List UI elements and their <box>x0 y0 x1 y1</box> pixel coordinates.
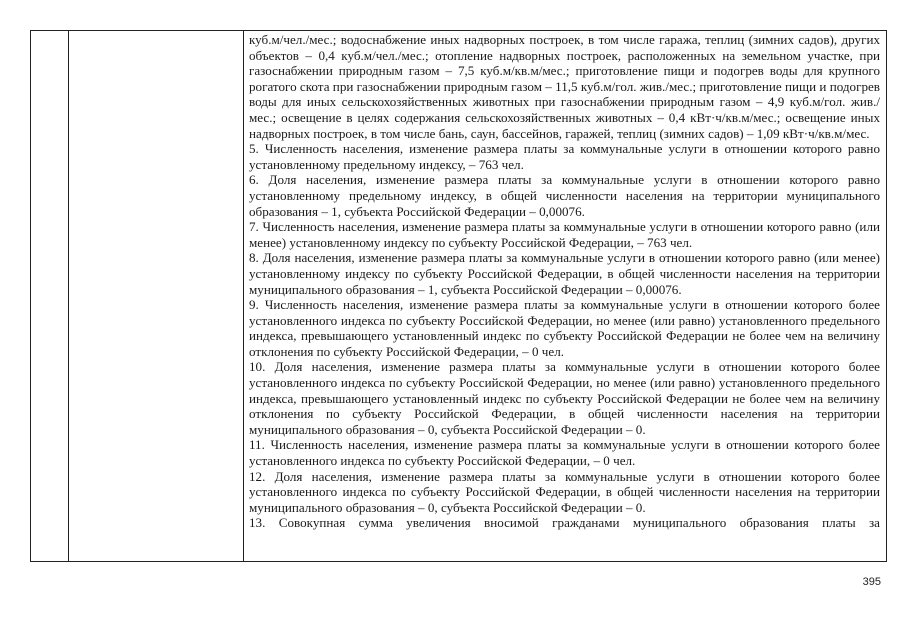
column-divider <box>243 31 244 561</box>
paragraph-item-13: 13. Совокупная сумма увеличения вносимой гражданами муниципального образования платы за <box>249 515 880 531</box>
table-frame <box>30 30 887 562</box>
paragraph-item-9: 9. Численность населения, изменение размера платы за коммунальные услуги в отношении которого более установленного индекса по субъекту Российской Федерации, но менее (или равно) установленного предельного индекса, превышающего установленный индекс по субъекту Российской Федерации не более чем на величину отклонения по субъекту Российской Федерации, – 0 чел. <box>249 297 880 359</box>
paragraph-item-12: 12. Доля населения, изменение размера платы за коммунальные услуги в отношении которого более установленного индекса по субъекту Российской Федерации, в общей численности населения на территории муниципального образования – 0, субъекта Российской Федерации – 0. <box>249 468 880 515</box>
paragraph-item-8: 8. Доля населения, изменение размера платы за коммунальные услуги в отношении которого равно (или менее) установленному индексу по субъекту Российской Федерации, в общей численности населения на территории муниципального образования – 1, субъекта Российской Федерации – 0,00076. <box>249 250 880 297</box>
paragraph-item-10: 10. Доля населения, изменение размера платы за коммунальные услуги в отношении которого более установленного индекса по субъекту Российской Федерации, но менее (или равно) установленного предельного индекса, превышающего установленный индекс по субъекту Российской Федерации не более чем на величину отклонения по субъекту Российской Федерации, в общей численности населения на территории муниципального образования – 0, субъекта Российской Федерации – 0. <box>249 359 880 437</box>
paragraph-continuation: куб.м/чел./мес.; водоснабжение иных надворных построек, в том числе гаража, теплиц (зимних садов), других объектов – 0,4 куб.м/чел./мес.; отопление надворных построек, расположенных на земельном участке, при газоснабжении природным газом – 7,5 куб.м/кв.м/мес.; приготовление пищи и подогрев воды для крупного рогатого скота при газоснабжении природным газом – 11,5 куб.м/гол. жив./мес.; приготовление пищи и подогрев воды для иных сельскохозяйственных животных при газоснабжении природным газом – 4,9 куб.м/гол. жив./мес.; освещение в целях содержания сельскохозяйственных животных – 0,4 кВт·ч/кв.м/мес.; освещение иных надворных построек, в том числе бань, саун, бассейнов, гаражей, теплиц (зимних садов) – 1,09 кВт·ч/кв.м/мес. <box>249 32 880 141</box>
page-number: 395 <box>862 576 881 588</box>
column-divider <box>68 31 69 561</box>
table-cell-text <box>249 32 880 561</box>
paragraph-item-5: 5. Численность населения, изменение размера платы за коммунальные услуги в отношении которого равно установленному предельному индексу, – 763 чел. <box>249 141 880 172</box>
paragraph-item-7: 7. Численность населения, изменение размера платы за коммунальные услуги в отношении которого равно (или менее) установленному индексу по субъекту Российской Федерации, – 763 чел. <box>249 219 880 250</box>
paragraph-item-11: 11. Численность населения, изменение размера платы за коммунальные услуги в отношении которого более установленного индекса по субъекту Российской Федерации, – 0 чел. <box>249 437 880 469</box>
paragraph-item-6: 6. Доля населения, изменение размера платы за коммунальные услуги в отношении которого равно установленному предельному индексу, в общей численности населения на территории муниципального образования – 1, субъекта Российской Федерации – 0,00076. <box>249 172 880 219</box>
